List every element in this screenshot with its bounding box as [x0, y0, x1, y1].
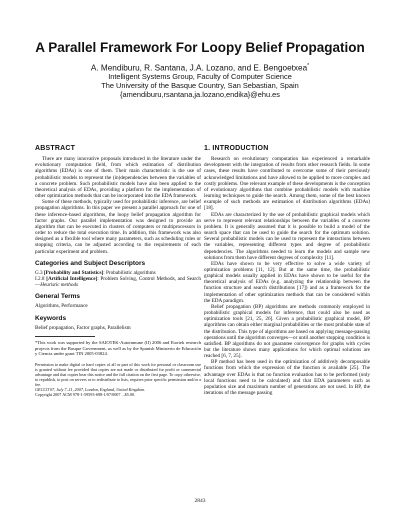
abstract-paragraph: There are many innovative proposals introduced in the literature under the evolutionary computation field, from which estimation of distribution algorithms (EDAs) is one of them. Their main characteristic is the use of probabilistic models to represent the (in)dependencies between the variables of a concrete problem. Such probabilistic models have also been applied to the theoretical analysis of EDAs, providing a platform for the implementation of other optimization methods that can be incorporated into the EDA framework.: [35, 156, 201, 200]
copyright-info: Copyright 2007 ACM 978-1-59593-698-1/07/0007 ...$5.00.: [35, 392, 136, 398]
abstract-paragraph: Some of these methods, typically used for probabilistic inference, are belief propagation algorithms. In this paper we present a parallel approach for one of these inference-based algorithms, the loopy belief propagation algorithm for factor graphs. Our parallel implementation was designed to provide an algorithm that can be executed in clusters of computers or multiprocessors in order to reduce the total execution time. In addition, this framework was also designed as a flexible tool where many parameters, such as scheduling rules or stopping criteria, can be adjusted according to the requirements of each particular experiment and problem.: [35, 199, 201, 255]
left-column: [35, 146, 201, 397]
general-terms-text: Algorithms, Performance: [35, 303, 88, 310]
paper-title: A Parallel Framework For Loopy Belief Propagation: [35, 40, 365, 55]
keywords-heading: Keywords: [35, 314, 67, 322]
categories-heading: Categories and Subject Descriptors: [35, 259, 146, 267]
introduction-paragraph: Belief propagation (BP) algorithms are methods commonly employed in probabilistic graphical models for inference, that could also be used as optimization tools [21, 25, 26]. Given a probabilistic graphical model, BP algorithms can obtain either marginal probabilities or the most probable state of the distribution. This type of algorithms are based on applying message-passing operations until the algorithm converges—or until another stopping condition is satisfied. BP algorithms do not guarantee convergence for graphs with cycles but the literature shows many applications for which optimal solutions are reached [6, 7, 25].: [204, 303, 370, 360]
introduction-paragraph: BP method has been used in the optimization of additively decomposable functions from which the expression of the function is available [25]. The advantage over EDAs is that no function evaluation has to be performed (only local functions need to be calculated) and that EDA parameters such as population size and maximum number of generations are not used. In BP, the iterations of the message passing: [204, 359, 370, 397]
introduction-paragraph: EDAs have shown to be very effective to solve a wide variety of optimization problems [11, 12]. But at the same time, the probabilistic graphical models usually applied in EDAs have shown to be useful for the theoretical analysis of EDAs (e.g. analyzing the relationship between the function structure and search distributions [17]) and as a framework for the implementation of other optimization methods that can be considered within the EDA paradigm.: [204, 260, 370, 304]
footnote-divider: [35, 336, 95, 337]
introduction-paragraph: EDAs are characterized by the use of probabilistic graphical models which serve to represent relevant relationships between the variables of a concrete problem. It is generally assumed that it is possible to build a model of the search space that can be used to guide the search for the optimum solution. Several probabilistic models can be used to represent the interactions between the variables, representing different types and degree of probabilistic dependencies. The algorithms needed to learn the models and sample new solutions from them have different degrees of complexity [11].: [204, 211, 370, 261]
author-emails: {amendiburu,rsantana,ja.lozano,endika}@ehu.es: [120, 89, 280, 99]
page-number: 2843: [194, 498, 206, 504]
introduction-paragraph: Research on evolutionary computation has experienced a remarkable development with the integration of results from other research fields. In some cases, these results have contributed to overcome some of their previously acknowledged limitations and have allowed to be applied to more complex and costly problems. One relevant example of these developments is the conception of evolutionary algorithms that combine probabilistic models with machine learning techniques to guide the search. Among them, some of the best known example of such methods are estimation of distribution algorithms (EDAs) [18].: [204, 156, 370, 212]
introduction-heading: 1. INTRODUCTION: [204, 145, 269, 152]
permission-text: Permission to make digital or hard copies of all or part of this work for personal or classroom use is granted without fee provided that copies are not made or distributed for profit or commercial advantage and that copies bear this notice and the full citation on the first page. To copy otherwise, to republish, to post on servers or to redistribute to lists, requires prior specific permission and/or a fee.: [35, 361, 201, 388]
affiliation-university: The University of the Basque Country, San Sebastian, Spain: [101, 80, 299, 90]
category-line: I.2.8 [Artificial Intelligence]: Problem Solving, Control Methods, and Search—Heuristic methods: [35, 275, 202, 289]
category-line: G.3 [Probability and Statistics]: Probabilistic algorithms: [35, 269, 156, 276]
affiliation-group: Intelligent Systems Group, Faculty of Computer Science: [108, 72, 292, 82]
abstract-heading: ABSTRACT: [35, 145, 76, 152]
general-terms-heading: General Terms: [35, 293, 81, 301]
funding-footnote: *This work was supported by the SAIOTEK-Autoinmune (II) 2006 and Etortek research projects from the Basque Government, as well as by the Spanish Ministerio de Educación y Ciencia under grant TIN 2005-03824.: [35, 339, 201, 357]
footnote-mark: *: [307, 63, 310, 69]
conference-info: GECCO'07, July 7–11, 2007, London, England, United Kingdom.: [35, 387, 146, 393]
right-column: [204, 146, 370, 396]
permission-block: [35, 362, 201, 398]
author-block: [0, 62, 400, 99]
keywords-text: Belief propagation, Factor graphs, Parallelism: [35, 324, 131, 331]
author-names: A. Mendiburu, R. Santana, J.A. Lozano, and E. Bengoetxea*: [90, 63, 310, 73]
